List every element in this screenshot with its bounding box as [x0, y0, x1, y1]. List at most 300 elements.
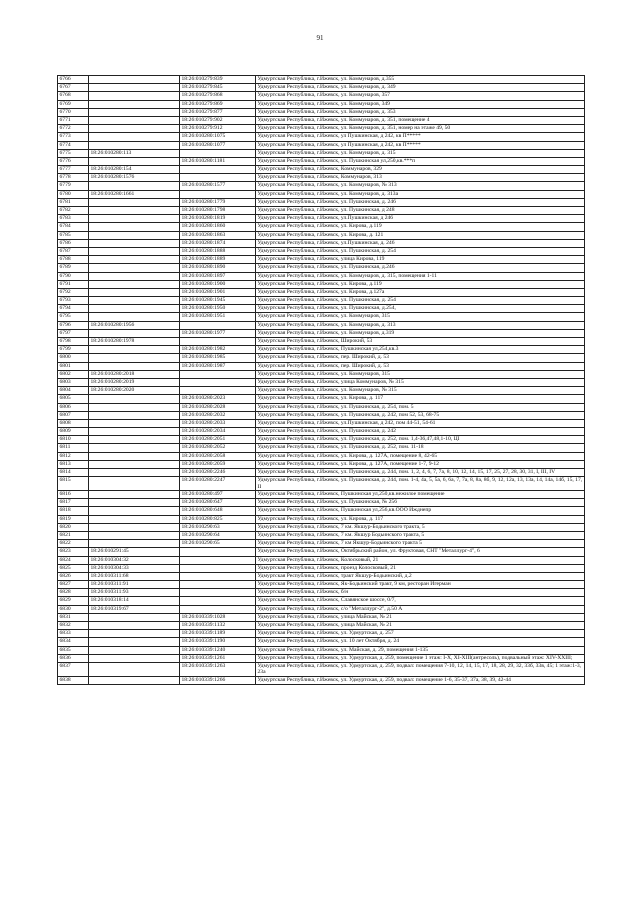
cadastral-number-building: 18:26:010311:68: [89, 572, 180, 580]
row-number: 6782: [58, 207, 89, 215]
cadastral-number-building: 18:26:010280:113: [89, 149, 180, 157]
row-number: 6801: [58, 362, 89, 370]
table-body: [58, 76, 585, 685]
row-number: 6784: [58, 223, 89, 231]
page-number: 91: [316, 34, 324, 42]
cadastral-number-building: [89, 288, 180, 296]
address: Удмуртская Республика, г.Ижевск, ул. Пушкинская, д. 242: [256, 428, 585, 436]
row-number: 6773: [58, 133, 89, 141]
address: Удмуртская Республика, г.Ижевск, ул. Пушкинская, д 248: [256, 207, 585, 215]
row-number: 6821: [58, 531, 89, 539]
cadastral-number-building: [89, 239, 180, 247]
address: Удмуртская Республика, г.Ижевск, улица Кирова, 119: [256, 256, 585, 264]
cadastral-number-premises: 18:26:010280:2059: [180, 460, 256, 468]
row-number: 6817: [58, 499, 89, 507]
row-number: 6812: [58, 452, 89, 460]
cadastral-number-building: [89, 436, 180, 444]
cadastral-number-building: 18:26:010280:2020: [89, 387, 180, 395]
row-number: 6834: [58, 638, 89, 646]
cadastral-number-building: 18:26:010291:45: [89, 548, 180, 556]
cadastral-number-building: [89, 313, 180, 321]
cadastral-number-building: [89, 460, 180, 468]
cadastral-number-premises: 18:26:010280:1888: [180, 247, 256, 255]
cadastral-number-building: [89, 646, 180, 654]
table-row: [58, 630, 585, 638]
row-number: 6780: [58, 190, 89, 198]
cadastral-number-building: [89, 157, 180, 165]
table-row: [58, 133, 585, 141]
table-row: [58, 125, 585, 133]
cadastral-number-building: [89, 133, 180, 141]
address: Удмуртская Республика, г.Ижевск, ул. Кирова, д. 117: [256, 515, 585, 523]
row-number: 6772: [58, 125, 89, 133]
cadastral-number-premises: 18:26:010280:1077: [180, 141, 256, 149]
cadastral-number-premises: [180, 589, 256, 597]
table-row: [58, 581, 585, 589]
address: Удмуртская Республика, г.Ижевск, ул. Кирова, д.127а: [256, 288, 585, 296]
row-number: 6836: [58, 654, 89, 662]
table-row: [58, 564, 585, 572]
cadastral-number-premises: [180, 370, 256, 378]
row-number: 6814: [58, 469, 89, 477]
row-number: 6788: [58, 256, 89, 264]
cadastral-number-premises: 18:26:010280:1977: [180, 329, 256, 337]
cadastral-number-premises: 18:26:010279:869: [180, 100, 256, 108]
address: Удмуртская Республика, г.Ижевск, с/о "Металлург-2", д.50 А: [256, 605, 585, 613]
row-number: 6826: [58, 572, 89, 580]
table-row: [58, 515, 585, 523]
row-number: 6813: [58, 460, 89, 468]
cadastral-number-premises: 18:26:010280:1897: [180, 272, 256, 280]
table-row: [58, 329, 585, 337]
address: Удмуртская Республика, г.Ижевск, пер. Широкий, д. 53: [256, 354, 585, 362]
row-number: 6779: [58, 182, 89, 190]
row-number: 6829: [58, 597, 89, 605]
cadastral-number-premises: 18:26:010280:1900: [180, 280, 256, 288]
address: Удмуртская Республика, г.Ижевск, ул. Коммунаров, д. 315: [256, 149, 585, 157]
row-number: 6807: [58, 411, 89, 419]
row-number: 6827: [58, 581, 89, 589]
table-row: [58, 182, 585, 190]
cadastral-number-building: [89, 215, 180, 223]
row-number: 6805: [58, 395, 89, 403]
address: Удмуртская Республика, г.Ижевск, ул. Майская, д. 29, помещения 1-135: [256, 646, 585, 654]
cadastral-number-premises: 18:26:010280:1819: [180, 215, 256, 223]
row-number: 6793: [58, 297, 89, 305]
address: Удмуртская Республика, г.Ижевск, Пушкинская ул,250,кв.нежилое помещение: [256, 491, 585, 499]
cadastral-number-premises: 18:26:010339:1261: [180, 654, 256, 662]
cadastral-number-building: [89, 452, 180, 460]
table-row: [58, 395, 585, 403]
table-row: [58, 676, 585, 684]
cadastral-number-building: [89, 100, 180, 108]
row-number: 6799: [58, 346, 89, 354]
cadastral-number-building: 18:26:010280:1661: [89, 190, 180, 198]
table-row: [58, 92, 585, 100]
table-row: [58, 572, 585, 580]
row-number: 6781: [58, 198, 89, 206]
address: Удмуртская Республика, г.Ижевск, ул. Пушкинская, д. 244, пом. 1-4, 4а, 5, 5а, 6, 6а, 7, 7а, 8, 8а, 8б, 9, 12, 12а, 13, 13а, 14, 14а, 14б, 15, 17, II: [256, 477, 585, 491]
address: Удмуртская Республика, г.Ижевск, ул. Удмуртская, д. 259, подвал: помещение 1-6, 35-37, 37а, 38, 39, 42-44: [256, 676, 585, 684]
address: Удмуртская Республика, г.Ижевск, Октябрьский район, ул. Фруктовая, СНТ "Металлург-4", 6: [256, 548, 585, 556]
cadastral-number-premises: 18:26:010280:2247: [180, 477, 256, 491]
cadastral-number-premises: 18:26:010280:1985: [180, 354, 256, 362]
cadastral-number-premises: 18:26:010280:1950: [180, 305, 256, 313]
cadastral-number-premises: 18:26:010280:2052: [180, 444, 256, 452]
cadastral-number-building: [89, 676, 180, 684]
cadastral-number-building: [89, 116, 180, 124]
cadastral-number-building: [89, 198, 180, 206]
row-number: 6795: [58, 313, 89, 321]
table-row: [58, 444, 585, 452]
cadastral-number-building: [89, 662, 180, 676]
cadastral-number-building: [89, 469, 180, 477]
cadastral-number-building: [89, 428, 180, 436]
address: Удмуртская Республика, г.Ижевск, ул. 10 лет Октября, д. 24: [256, 638, 585, 646]
row-number: 6766: [58, 76, 89, 84]
row-number: 6833: [58, 630, 89, 638]
cadastral-number-building: [89, 329, 180, 337]
address: Удмуртская Республика, г.Ижевск, ул. Коммунаров, д.355: [256, 76, 585, 84]
cadastral-number-building: [89, 247, 180, 255]
row-number: 6809: [58, 428, 89, 436]
cadastral-number-premises: 18:26:010290:65: [180, 540, 256, 548]
row-number: 6824: [58, 556, 89, 564]
table-row: [58, 362, 585, 370]
table-row: [58, 499, 585, 507]
cadastral-number-premises: 18:26:010280:648: [180, 507, 256, 515]
address: Удмуртская Республика, г.Ижевск, ул. Пушкинская, № 256: [256, 499, 585, 507]
row-number: 6767: [58, 84, 89, 92]
table-row: [58, 638, 585, 646]
table-row: [58, 215, 585, 223]
address: Удмуртская Республика, г.Ижевск, ул. Пушкинская ул,250,кв.***п: [256, 157, 585, 165]
table-row: [58, 272, 585, 280]
row-number: 6803: [58, 378, 89, 386]
address: Удмуртская Республика, г.Ижевск, ул. Пушкинская, д.254,: [256, 305, 585, 313]
cadastral-number-premises: 18:26:010279:902: [180, 116, 256, 124]
table-row: [58, 305, 585, 313]
address: Удмуртская Республика, г.Ижевск, ул. Коммунаров, д. 315, помещения 1-11: [256, 272, 585, 280]
cadastral-number-building: [89, 231, 180, 239]
cadastral-number-premises: [180, 556, 256, 564]
cadastral-number-premises: [180, 548, 256, 556]
cadastral-number-premises: 18:26:010280:2033: [180, 419, 256, 427]
address: Удмуртская Республика, г.Ижевск, улица Майская, № 21: [256, 613, 585, 621]
address: Удмуртская Республика, г.Ижевск, 7 км. Якшур-Бодьинского тракта, 5: [256, 523, 585, 531]
address: Удмуртская Республика, г.Ижевск, ул. Пушкинская, д. 252, пом. 1,4-36,47,48,1-10, ЦI: [256, 436, 585, 444]
address: Удмуртская Республика, г.Ижевск, ул Пушкинская, д 242, кв П*****: [256, 133, 585, 141]
cadastral-number-building: [89, 207, 180, 215]
cadastral-number-premises: 18:26:010280:825: [180, 515, 256, 523]
address: Удмуртская Республика, г.Ижевск, ул. Пушкинская, д. 242, пом 52, 53, 68-75: [256, 411, 585, 419]
cadastral-number-building: [89, 280, 180, 288]
table-row: [58, 157, 585, 165]
address: Удмуртская Республика, г.Ижевск, ул. Коммунаров, № 313: [256, 182, 585, 190]
address: Удмуртская Республика, г.Ижевск, ул. Коммунаров, 315: [256, 370, 585, 378]
table-row: [58, 198, 585, 206]
table-row: [58, 288, 585, 296]
cadastral-number-premises: 18:26:010280:2023: [180, 395, 256, 403]
table-row: [58, 589, 585, 597]
address: Удмуртская Республика, г.Ижевск, ул. Коммунаров, № 315: [256, 387, 585, 395]
cadastral-number-building: [89, 411, 180, 419]
cadastral-number-premises: 18:26:010280:2032: [180, 411, 256, 419]
cadastral-number-building: [89, 346, 180, 354]
address: Удмуртская Республика, г.Ижевск, Славянское шоссе, 0/7,: [256, 597, 585, 605]
cadastral-number-building: [89, 305, 180, 313]
cadastral-number-premises: 18:26:010280:497: [180, 491, 256, 499]
row-number: 6820: [58, 523, 89, 531]
cadastral-number-premises: 18:26:010339:1263: [180, 662, 256, 676]
cadastral-number-premises: 18:26:010279:845: [180, 84, 256, 92]
cadastral-number-premises: [180, 166, 256, 174]
table-row: [58, 419, 585, 427]
address: Удмуртская Республика, г.Ижевск, проезд Колосковый, 21: [256, 564, 585, 572]
cadastral-number-building: [89, 499, 180, 507]
row-number: 6828: [58, 589, 89, 597]
cadastral-number-building: 18:26:010311:93: [89, 589, 180, 597]
cadastral-number-premises: 18:26:010280:2028: [180, 403, 256, 411]
address: Удмуртская Республика, г.Ижевск, ул.Пушкинская, д 242, пом 44-51, 54-61: [256, 419, 585, 427]
table-row: [58, 256, 585, 264]
table-row: [58, 207, 585, 215]
row-number: 6806: [58, 403, 89, 411]
table-row: [58, 662, 585, 676]
table-row: [58, 477, 585, 491]
table-row: [58, 223, 585, 231]
cadastral-number-premises: 18:26:010280:1889: [180, 256, 256, 264]
table-row: [58, 403, 585, 411]
cadastral-number-building: [89, 630, 180, 638]
table-row: [58, 264, 585, 272]
cadastral-number-premises: 18:26:010280:1181: [180, 157, 256, 165]
row-number: 6798: [58, 338, 89, 346]
table-row: [58, 654, 585, 662]
table-row: [58, 100, 585, 108]
cadastral-number-building: [89, 491, 180, 499]
cadastral-register-table: [57, 75, 585, 685]
address: Удмуртская Республика, г.Ижевск, ул. Пушкинская, д.246: [256, 264, 585, 272]
cadastral-number-premises: [180, 174, 256, 182]
table-row: [58, 313, 585, 321]
address: Удмуртская Республика, г.Ижевск, улица Майская, № 21: [256, 622, 585, 630]
address: Удмуртская Республика, г.Ижевск, ул. Кирова, д. 117: [256, 395, 585, 403]
row-number: 6777: [58, 166, 89, 174]
address: Удмуртская Республика, г.Ижевск, Широкий, 53: [256, 338, 585, 346]
cadastral-number-premises: 18:26:010279:912: [180, 125, 256, 133]
address: Удмуртская Республика, г.Ижевск, ул. Пушкинская, д. 244, пом. 1, 2, 4, 6, 7, 7а, 8, 10, 12, 14, 15, 17, 25, 27, 28, 30, 31, I, III, IV: [256, 469, 585, 477]
table-row: [58, 556, 585, 564]
table-row: [58, 370, 585, 378]
cadastral-number-building: 18:26:010280:1576: [89, 174, 180, 182]
table-row: [58, 460, 585, 468]
cadastral-number-premises: 18:26:010280:1945: [180, 297, 256, 305]
row-number: 6797: [58, 329, 89, 337]
address: Удмуртская Республика, г.Ижевск, ул. Коммунаров, д. 313: [256, 321, 585, 329]
cadastral-number-building: [89, 92, 180, 100]
row-number: 6794: [58, 305, 89, 313]
cadastral-number-premises: 18:26:010280:1901: [180, 288, 256, 296]
table-row: [58, 378, 585, 386]
cadastral-number-building: 18:26:010280:1956: [89, 321, 180, 329]
cadastral-number-premises: 18:26:010280:1890: [180, 264, 256, 272]
cadastral-number-building: [89, 523, 180, 531]
cadastral-number-premises: 18:26:010339:1240: [180, 646, 256, 654]
cadastral-number-building: [89, 272, 180, 280]
cadastral-number-premises: [180, 338, 256, 346]
table-row: [58, 469, 585, 477]
row-number: 6811: [58, 444, 89, 452]
cadastral-number-building: [89, 444, 180, 452]
row-number: 6819: [58, 515, 89, 523]
cadastral-number-premises: [180, 149, 256, 157]
cadastral-number-building: [89, 182, 180, 190]
table-row: [58, 166, 585, 174]
row-number: 6816: [58, 491, 89, 499]
address: Удмуртская Республика, г.Ижевск, ул. Кирова, д.119: [256, 280, 585, 288]
cadastral-number-building: [89, 256, 180, 264]
table-row: [58, 297, 585, 305]
table-row: [58, 411, 585, 419]
cadastral-number-building: [89, 76, 180, 84]
cadastral-number-building: [89, 403, 180, 411]
row-number: 6830: [58, 605, 89, 613]
table-row: [58, 354, 585, 362]
address: Удмуртская Республика, г.Ижевск, ул.Пушкинская, д 246: [256, 215, 585, 223]
address: Удмуртская Республика, г.Ижевск, б/н: [256, 589, 585, 597]
table-row: [58, 531, 585, 539]
cadastral-number-building: [89, 297, 180, 305]
table-row: [58, 346, 585, 354]
table-row: [58, 108, 585, 116]
cadastral-number-building: 18:26:010280:2019: [89, 378, 180, 386]
cadastral-number-building: [89, 108, 180, 116]
address: Удмуртская Республика, г.Ижевск, ул. Пушкинская, д. 254, пом. 5: [256, 403, 585, 411]
table-row: [58, 646, 585, 654]
row-number: 6837: [58, 662, 89, 676]
cadastral-number-building: [89, 540, 180, 548]
table-row: [58, 76, 585, 84]
address: Удмуртская Республика, г.Ижевск, ул. Коммунаров, д. 353: [256, 108, 585, 116]
cadastral-number-premises: 18:26:010290:63: [180, 523, 256, 531]
row-number: 6787: [58, 247, 89, 255]
cadastral-number-premises: [180, 564, 256, 572]
row-number: 6838: [58, 676, 89, 684]
address: Удмуртская Республика, г.Ижевск, улица Коммунаров, № 315: [256, 378, 585, 386]
cadastral-number-premises: 18:26:010280:1075: [180, 133, 256, 141]
table-row: [58, 597, 585, 605]
address: Удмуртская Республика, г.Ижевск, 7 км. Якшур Бодьинского тракта, 5: [256, 531, 585, 539]
address: Удмуртская Республика, г.Ижевск, ул. Коммунаров, д. 349: [256, 84, 585, 92]
address: Удмуртская Республика, г.Ижевск, ул. Удмуртская, д. 259, подвал: помещения 7-10, 12, 14, 15, 17, 18, 28, 29, 32, 33б, 33в, 45; 1 этаж:1-3, 23а: [256, 662, 585, 676]
row-number: 6791: [58, 280, 89, 288]
row-number: 6804: [58, 387, 89, 395]
cadastral-number-premises: 18:26:010279:868: [180, 92, 256, 100]
table-row: [58, 540, 585, 548]
cadastral-number-building: [89, 395, 180, 403]
cadastral-number-premises: 18:26:010280:1987: [180, 362, 256, 370]
row-number: 6786: [58, 239, 89, 247]
cadastral-number-premises: 18:26:010339:1028: [180, 613, 256, 621]
cadastral-number-premises: 18:26:010279:839: [180, 76, 256, 84]
table-row: [58, 280, 585, 288]
row-number: 6771: [58, 116, 89, 124]
row-number: 6769: [58, 100, 89, 108]
cadastral-number-premises: 18:26:010280:2246: [180, 469, 256, 477]
address: Удмуртская Республика, г.Ижевск, ул Пушкинская, д 242, кв П*****: [256, 141, 585, 149]
table-row: [58, 338, 585, 346]
cadastral-number-building: [89, 515, 180, 523]
cadastral-number-building: [89, 613, 180, 621]
row-number: 6774: [58, 141, 89, 149]
row-number: 6790: [58, 272, 89, 280]
table-row: [58, 84, 585, 92]
row-number: 6785: [58, 231, 89, 239]
table-row: [58, 622, 585, 630]
cadastral-number-building: 18:26:010280:1978: [89, 338, 180, 346]
row-number: 6796: [58, 321, 89, 329]
address: Удмуртская Республика, г.Ижевск, Пушкинская ул,254,кв.3: [256, 346, 585, 354]
cadastral-number-premises: 18:26:010280:1951: [180, 313, 256, 321]
cadastral-number-premises: [180, 572, 256, 580]
row-number: 6815: [58, 477, 89, 491]
cadastral-number-building: [89, 477, 180, 491]
row-number: 6822: [58, 540, 89, 548]
cadastral-number-premises: [180, 605, 256, 613]
row-number: 6789: [58, 264, 89, 272]
cadastral-number-premises: [180, 190, 256, 198]
table-row: [58, 247, 585, 255]
row-number: 6770: [58, 108, 89, 116]
table-row: [58, 548, 585, 556]
cadastral-number-building: 18:26:010304:33: [89, 564, 180, 572]
cadastral-number-premises: 18:26:010339:1190: [180, 638, 256, 646]
cadastral-number-building: [89, 362, 180, 370]
cadastral-number-premises: [180, 387, 256, 395]
cadastral-number-building: [89, 622, 180, 630]
cadastral-number-premises: [180, 378, 256, 386]
address: Удмуртская Республика, г.Ижевск, Пушкинская ул,256,кв.ООО Ижднепр: [256, 507, 585, 515]
row-number: 6825: [58, 564, 89, 572]
cadastral-number-premises: 18:26:010290:64: [180, 531, 256, 539]
table-row: [58, 452, 585, 460]
table-row: [58, 436, 585, 444]
address: Удмуртская Республика, г.Ижевск, ул. Пушкинская, д. 254: [256, 297, 585, 305]
table-row: [58, 491, 585, 499]
row-number: 6800: [58, 354, 89, 362]
address: Удмуртская Республика, г.Ижевск, ул. Коммунаров, 349: [256, 100, 585, 108]
address: Удмуртская Республика, г.Ижевск, Як-Бодьинский тракт, 9 км, ресторан Игерман: [256, 581, 585, 589]
row-number: 6783: [58, 215, 89, 223]
cadastral-number-premises: 18:26:010280:2051: [180, 436, 256, 444]
address: Удмуртская Республика, г.Ижевск, Колосковый, 21: [256, 556, 585, 564]
table-row: [58, 428, 585, 436]
cadastral-number-building: [89, 419, 180, 427]
address: Удмуртская Республика, г.Ижевск, ул. Коммунаров, 357: [256, 92, 585, 100]
address: Удмуртская Республика, г.Ижевск, ул. Пушкинская, д. 254: [256, 247, 585, 255]
address: Удмуртская Республика, г.Ижевск, ул. Удмуртская, д. 259, помещение 1 этаж: I-X, XI-XIII(антресоль), подвальный этаж: XIV-XXIII;: [256, 654, 585, 662]
cadastral-number-premises: 18:26:010339:1189: [180, 630, 256, 638]
row-number: 6802: [58, 370, 89, 378]
table-row: [58, 231, 585, 239]
address: Удмуртская Республика, г.Ижевск, ул. Кирова, д.119: [256, 223, 585, 231]
cadastral-number-premises: [180, 321, 256, 329]
cadastral-number-premises: 18:26:010280:1779: [180, 198, 256, 206]
cadastral-number-building: [89, 223, 180, 231]
address: Удмуртская Республика, г.Ижевск, ул. Кирова, д. 121: [256, 231, 585, 239]
table-row: [58, 116, 585, 124]
